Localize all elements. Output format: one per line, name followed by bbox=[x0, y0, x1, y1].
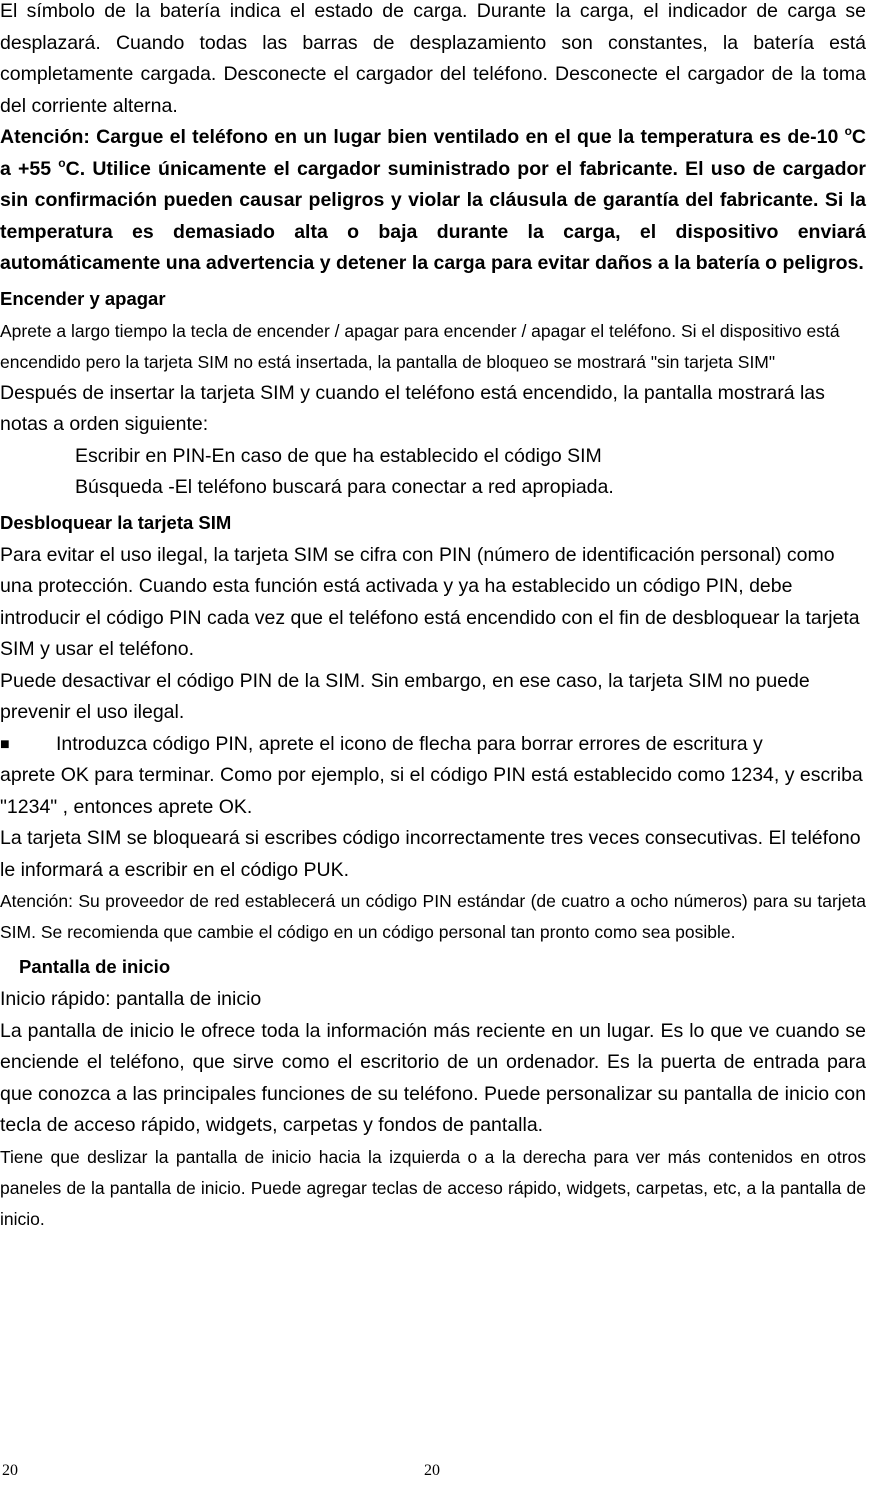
battery-paragraph: El símbolo de la batería indica el estado de carga. Durante la carga, el indicador de carga se desplazará. Cuando todas las barras de desplazamiento son constantes, la batería está completamente cargada. Desconecte el cargador del teléfono. Desconecte el cargador de la toma del corriente alterna. bbox=[0, 0, 866, 117]
square-bullet-icon: ■ bbox=[0, 735, 10, 753]
power-step-search: Búsqueda -El teléfono buscará para conectar a red apropiada. bbox=[75, 476, 614, 498]
page-number-center: 20 bbox=[424, 1462, 440, 1479]
unlock-paragraph-4: La tarjeta SIM se bloqueará si escribes código incorrectamente tres veces consecutivas. El teléfono le informará a escribir en el código PUK. bbox=[0, 827, 861, 881]
power-paragraph-1: Aprete a largo tiempo la tecla de encender / apagar para encender / apagar el teléfono. Si el dispositivo está encendido pero la tarjeta SIM no está insertada, la pantalla de bloqueo se mostrará "sin tarjeta SIM" bbox=[0, 320, 840, 372]
degree-mark: o bbox=[844, 124, 852, 138]
unlock-paragraph-2: Puede desactivar el código PIN de la SIM. Sin embargo, en ese caso, la tarjeta SIM no puede prevenir el uso ilegal. bbox=[0, 669, 810, 723]
power-step-pin: Escribir en PIN-En caso de que ha establecido el código SIM bbox=[75, 444, 602, 467]
warning-part-c: C. Utilice únicamente el cargador suministrado por el fabricante. El uso de cargador sin confirmación pueden causar peligros y violar la cláusula de garantía del fabricante. Si la temperatura es demasiado alta o baja durante la carga, el dispositivo enviará automáticamente una advertencia y detener la carga para evitar daños a la batería o peligros. bbox=[0, 157, 866, 274]
home-paragraph-3: Tiene que deslizar la pantalla de inicio hacia la izquierda o a la derecha para ver más contenidos en otros paneles de la pantalla de inicio. Puede agregar teclas de acceso rápido, widgets, carpetas, etc, a la pantalla de inicio. bbox=[0, 1146, 866, 1229]
warning-part-b: C a +55 bbox=[0, 126, 866, 180]
unlock-paragraph-1: Para evitar el uso ilegal, la tarjeta SIM se cifra con PIN (número de identificación personal) como una protección. Cuando esta función está activada y ya ha establecido un código PIN, debe introducir el código PIN cada vez que el teléfono está encendido con el fin de desbloquear la tarjeta SIM y usar el teléfono. bbox=[0, 543, 860, 660]
section-heading-unlock: Desbloquear la tarjeta SIM bbox=[0, 511, 232, 533]
section-heading-home: Pantalla de inicio bbox=[19, 956, 171, 977]
unlock-paragraph-3: aprete OK para terminar. Como por ejemplo, si el código PIN está establecido como 1234, y escriba "1234" , entonces aprete OK. bbox=[0, 764, 863, 818]
page-number-left: 20 bbox=[2, 1462, 18, 1479]
degree-mark: o bbox=[58, 155, 66, 170]
section-heading-power: Encender y apagar bbox=[0, 287, 166, 309]
warning-part-a: Atención: Cargue el teléfono en un lugar bien ventilado en el que la temperatura es de-10 bbox=[0, 126, 845, 148]
pin-attention-note: Atención: Su proveedor de red establecerá un código PIN estándar (de cuatro a ocho números) para su tarjeta SIM. Se recomienda que cambie el código en un código personal tan pronto como sea posible. bbox=[0, 891, 866, 942]
bullet-item bbox=[0, 729, 871, 761]
home-paragraph-2: La pantalla de inicio le ofrece toda la información más reciente en un lugar. Es lo que ve cuando se enciende el teléfono, que sirve como el escritorio de un ordenador. Es la puerta de entrada para que conozca a las principales funciones de su teléfono. Puede personalizar su pantalla de inicio con tecla de acceso rápido, widgets, carpetas y fondos de pantalla. bbox=[0, 1019, 866, 1136]
home-paragraph-1: Inicio rápido: pantalla de inicio bbox=[0, 988, 262, 1010]
power-paragraph-2: Después de insertar la tarjeta SIM y cuando el teléfono está encendido, la pantalla mostrará las notas a orden siguiente: bbox=[0, 381, 825, 435]
charging-warning bbox=[0, 122, 871, 280]
bullet-text: Introduzca código PIN, aprete el icono de flecha para borrar errores de escritura y bbox=[56, 732, 763, 755]
